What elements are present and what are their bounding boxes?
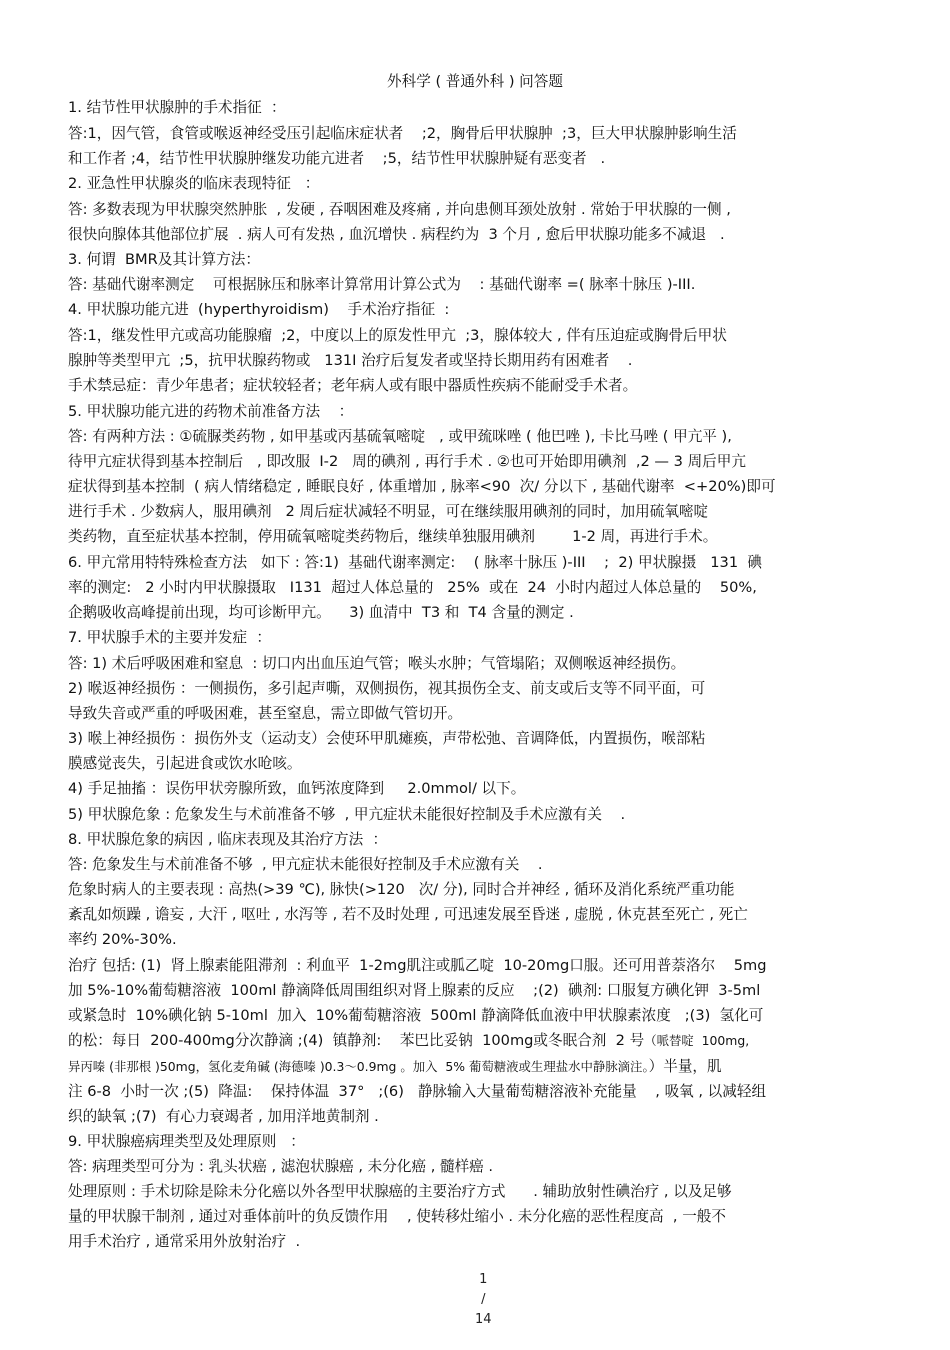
text-line: 答: 基础代谢率测定 可根据脉压和脉率计算常用计算公式为 : 基础代谢率 =( 脉率十脉压 )-III. bbox=[68, 276, 696, 293]
text-line: 用手术治疗 , 通常采用外放射治疗 . bbox=[68, 1233, 301, 1250]
text-line: 4) 手足抽搐 ：误伤甲状旁腺所致，血钙浓度降到 2.0mmol/ 以下。 bbox=[68, 780, 526, 797]
text-line: 答: 危象发生与术前准备不够 , 甲亢症状未能很好控制及手术应激有关 . bbox=[68, 856, 543, 873]
text-line: 企鹅吸收高峰提前出现，均可诊断甲亢。 3) 血清中 T3 和 T4 含量的测定 . bbox=[68, 604, 574, 621]
page-total: 14 bbox=[474, 1312, 492, 1327]
text-line: 5) 甲状腺危象 : 危象发生与术前准备不够 , 甲亢症状未能很好控制及手术应激有关 . bbox=[68, 806, 626, 823]
text-line: 答: 病理类型可分为 : 乳头状癌 , 滤泡状腺癌 , 未分化癌 , 髓样癌 . bbox=[68, 1158, 494, 1175]
text-line: 异丙嗪 (非那根 )50mg，氢化麦角碱 (海德嗪 )0.3～0.9mg 。加入 5% 葡萄糖液或生理盐水中静脉滴注。）半量，肌 bbox=[68, 1058, 722, 1075]
page-footer bbox=[0, 1250, 950, 1350]
text-line: 膜感觉丧失，引起进食或饮水呛咳。 bbox=[68, 755, 302, 772]
inline-small-text: （哌替啶 100mg, bbox=[644, 1033, 750, 1048]
text-line: 织的缺氧 ;(7) 有心力衰竭者 , 加用洋地黄制剂 . bbox=[68, 1108, 379, 1125]
text-line: 的松：每日 200-400mg分次静滴 ;(4) 镇静剂: 苯巴比妥钠 100mg或冬眠合剂 2 号（哌替啶 100mg, bbox=[68, 1032, 750, 1049]
text-line: 率的测定: 2 小时内甲状腺摄取 I131 超过人体总量的 25% 或在 24 小时内超过人体总量的 50%, bbox=[68, 579, 757, 596]
text-line: 进行手术 . 少数病人，服用碘剂 2 周后症状减轻不明显，可在继续服用碘剂的同时，加用硫氧嘧啶 bbox=[68, 503, 709, 520]
page-separator: / bbox=[481, 1292, 486, 1307]
text-line: 答: 1) 术后呼吸困难和窒息 : 切口内出血压迫气管；喉头水肿；气管塌陷；双侧喉返神经损伤。 bbox=[68, 655, 686, 672]
text-line: 加 5%-10%葡萄糖溶液 100ml 静滴降低周围组织对肾上腺素的反应 ;(2) 碘剂: 口服复方碘化钾 3-5ml bbox=[68, 982, 761, 999]
text-line: 腺肿等类型甲亢 ;5，抗甲状腺药物或 131I 治疗后复发者或坚持长期用药有困难者 . bbox=[68, 352, 633, 369]
text-line: 8. 甲状腺危象的病因 , 临床表现及其治疗方法 ： bbox=[68, 831, 388, 848]
text-line: 答:1，继发性甲亢或高功能腺瘤 ;2，中度以上的原发性甲亢 ;3，腺体较大 , 伴有压迫症或胸骨后甲状 bbox=[68, 327, 727, 344]
text-line: 症状得到基本控制 ( 病人情绪稳定 , 睡眠良好 , 体重增加 , 脉率<90 次/ 分以下 , 基础代谢率 <+20%)即可 bbox=[68, 478, 776, 495]
text-line: 3) 喉上神经损伤 ：损伤外支（运动支）会使环甲肌瘫痪，声带松弛、音调降低，内置损伤，喉部粘 bbox=[68, 730, 706, 747]
text-line: 危象时病人的主要表现 : 高热(>39 ℃), 脉快(>120 次/ 分), 同时合并神经 , 循环及消化系统严重功能 bbox=[68, 881, 735, 898]
text-line: 导致失音或严重的呼吸困难，甚至窒息，需立即做气管切开。 bbox=[68, 705, 463, 722]
text-line: 1. 结节性甲状腺肿的手术指征 ： bbox=[68, 99, 286, 116]
text-line: 紊乱如烦躁 , 谵妄 , 大汗 , 呕吐 , 水泻等 , 若不及时处理 , 可迅速发展至昏迷 , 虚脱 , 休克甚至死亡 , 死亡 bbox=[68, 906, 748, 923]
text-line: 2) 喉返神经损伤 ：一侧损伤，多引起声嘶，双侧损伤，视其损伤全支、前支或后支等不同平面，可 bbox=[68, 680, 706, 697]
text-line: 治疗 包括: (1) 肾上腺素能阻滞剂 : 利血平 1-2mg肌注或胍乙啶 10-20mg口服。还可用普萘洛尔 5mg bbox=[68, 957, 767, 974]
text-line: 手术禁忌症：青少年患者；症状较轻者；老年病人或有眼中器质性疾病不能耐受手术者。 bbox=[68, 377, 638, 394]
inline-tail-text: ）半量，肌 bbox=[648, 1058, 722, 1075]
text-line: 处理原则 : 手术切除是除未分化癌以外各型甲状腺癌的主要治疗方式 . 辅助放射性碘治疗 , 以及足够 bbox=[68, 1183, 732, 1200]
text-line: 3. 何谓 BMR及其计算方法： bbox=[68, 251, 260, 268]
text-line: 6. 甲亢常用特特殊检查方法 如下 : 答:1) 基础代谢率测定: ( 脉率十脉压 )-III ; 2) 甲状腺摄 131 碘 bbox=[68, 554, 762, 571]
text-line: 很快向腺体其他部位扩展 . 病人可有发热 , 血沉增快 . 病程约为 3 个月 , 愈后甲状腺功能多不减退 . bbox=[68, 226, 725, 243]
text-line: 或紧急时 10%碘化钠 5-10ml 加入 10%葡萄糖溶液 500ml 静滴降低血液中甲状腺素浓度 ;(3) 氢化可 bbox=[68, 1007, 764, 1024]
text-line: 答:1，因气管，食管或喉返神经受压引起临床症状者 ;2，胸骨后甲状腺肿 ;3，巨大甲状腺肿影响生活 bbox=[68, 125, 737, 142]
text-line: 量的甲状腺干制剂 , 通过对垂体前叶的负反馈作用 , 使转移灶缩小 . 未分化癌的恶性程度高 , 一般不 bbox=[68, 1208, 726, 1225]
text-line: 和工作者 ;4，结节性甲状腺肿继发功能亢进者 ;5，结节性甲状腺肿疑有恶变者 . bbox=[68, 150, 606, 167]
text-line: 类药物，直至症状基本控制，停用硫氧嘧啶类药物后，继续单独服用碘剂 1-2 周，再进行手术。 bbox=[68, 528, 718, 545]
page-number: 1 bbox=[479, 1272, 488, 1287]
text-line: 待甲亢症状得到基本控制后 , 即改服 I-2 周的碘剂 , 再行手术 . ②也可开始即用碘剂 ,2 — 3 周后甲亢 bbox=[68, 453, 746, 470]
text-line: 注 6-8 小时一次 ;(5) 降温: 保持体温 37° ;(6) 静脉输入大量葡萄糖溶液补充能量 , 吸氧 , 以减轻组 bbox=[68, 1083, 767, 1100]
text-line: 5. 甲状腺功能亢进的药物术前准备方法 ： bbox=[68, 403, 354, 420]
page-title: 外科学 ( 普通外科 ) 问答题 bbox=[387, 73, 563, 90]
text-line: 2. 亚急性甲状腺炎的临床表现特征 ： bbox=[68, 175, 320, 192]
text-line: 答: 有两种方法 : ①硫脲类药物 , 如甲基或丙基硫氧嘧啶 , 或甲巯咪唑 ( 他巴唑 ), 卡比马唑 ( 甲亢平 ), bbox=[68, 428, 732, 445]
text-line: 9. 甲状腺癌病理类型及处理原则 ： bbox=[68, 1133, 305, 1150]
text-line: 率约 20%-30%. bbox=[68, 931, 177, 948]
text-line: 7. 甲状腺手术的主要并发症 ： bbox=[68, 629, 271, 646]
text-line: 答: 多数表现为甲状腺突然肿胀 , 发硬 , 吞咽困难及疼痛 , 并向患侧耳颈处放射 . 常始于甲状腺的一侧 , bbox=[68, 201, 731, 218]
text-line: 4. 甲状腺功能亢进 (hyperthyroidism) 手术治疗指征 : bbox=[68, 301, 450, 318]
